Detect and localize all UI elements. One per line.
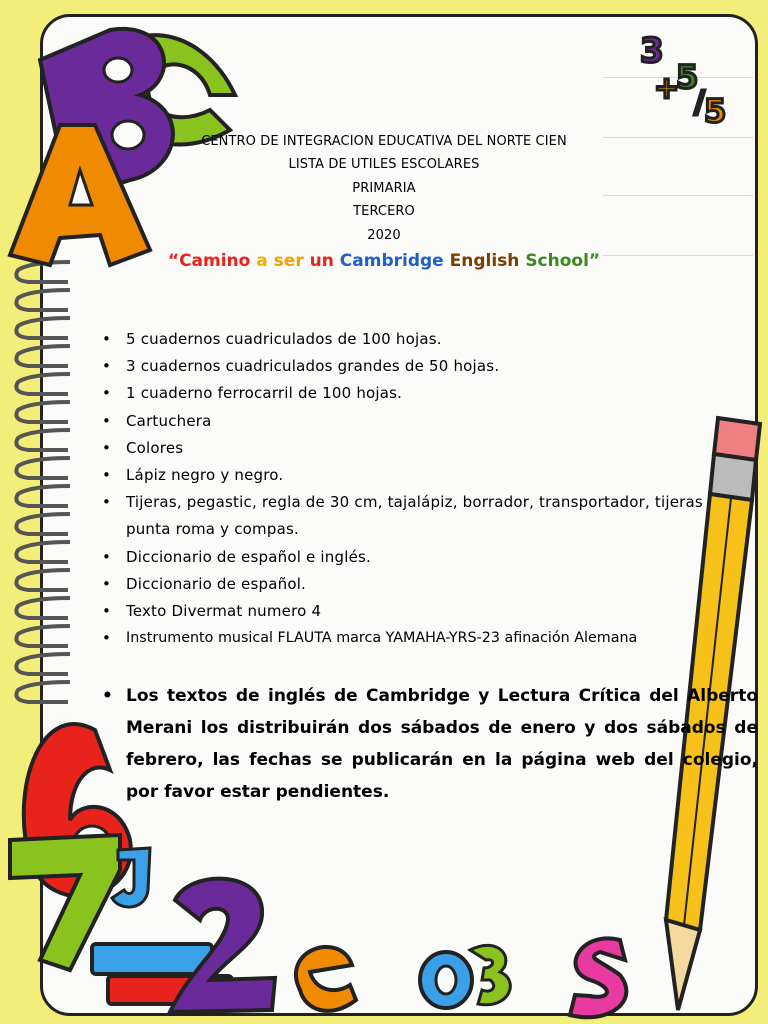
list-item: • Texto Divermat numero 4 [100, 598, 750, 625]
svg-text:+: + [654, 71, 680, 106]
svg-text:5: 5 [704, 92, 727, 130]
supplies-list [100, 326, 750, 652]
year: 2020 [367, 228, 401, 243]
list-item: • Diccionario de español e inglés. [100, 544, 750, 571]
motto-word: Cambridge [339, 251, 444, 271]
list-item: • Diccionario de español. [100, 571, 750, 598]
list-item: • Tijeras, pegastic, regla de 30 cm, tajalápiz, borrador, transportador, tijeras punta roma y compas. [100, 489, 750, 543]
motto-word: ser [273, 251, 304, 271]
motto-word: School” [525, 251, 601, 271]
list-item: • 5 cuadernos cuadriculados de 100 hojas. [100, 326, 750, 353]
motto [0, 251, 768, 271]
motto-word: “Camino [167, 251, 251, 271]
school-name: CENTRO DE INTEGRACION EDUCATIVA DEL NORTE CIEN [201, 134, 567, 149]
svg-text:5: 5 [676, 58, 699, 96]
list-item: • Colores [100, 435, 750, 462]
note-bullet: • [102, 686, 113, 706]
motto-word: un [309, 251, 334, 271]
textbook-note: Los textos de inglés de Cambridge y Lectura Crítica del Alberto Merani los distribuirán dos sábados de enero y dos sábados de febrero, las fechas se publicarán en la página web del colegio, por favor estar pendientes. [126, 686, 758, 802]
list-item: • 3 cuadernos cuadriculados grandes de 50 hojas. [100, 353, 750, 380]
list-title: LISTA DE UTILES ESCOLARES [288, 157, 480, 172]
svg-text:3: 3 [640, 31, 664, 71]
grade: TERCERO [353, 204, 415, 219]
list-item: • Lápiz negro y negro. [100, 462, 750, 489]
list-item: • Cartuchera [100, 408, 750, 435]
svg-text:/: / [694, 85, 705, 120]
list-item: • 1 cuaderno ferrocarril de 100 hojas. [100, 380, 750, 407]
motto-word: a [256, 251, 268, 271]
level: PRIMARIA [352, 181, 416, 196]
motto-word: English [449, 251, 520, 271]
list-item: • Instrumento musical FLAUTA marca YAMAHA-YRS-23 afinación Alemana [100, 625, 750, 652]
